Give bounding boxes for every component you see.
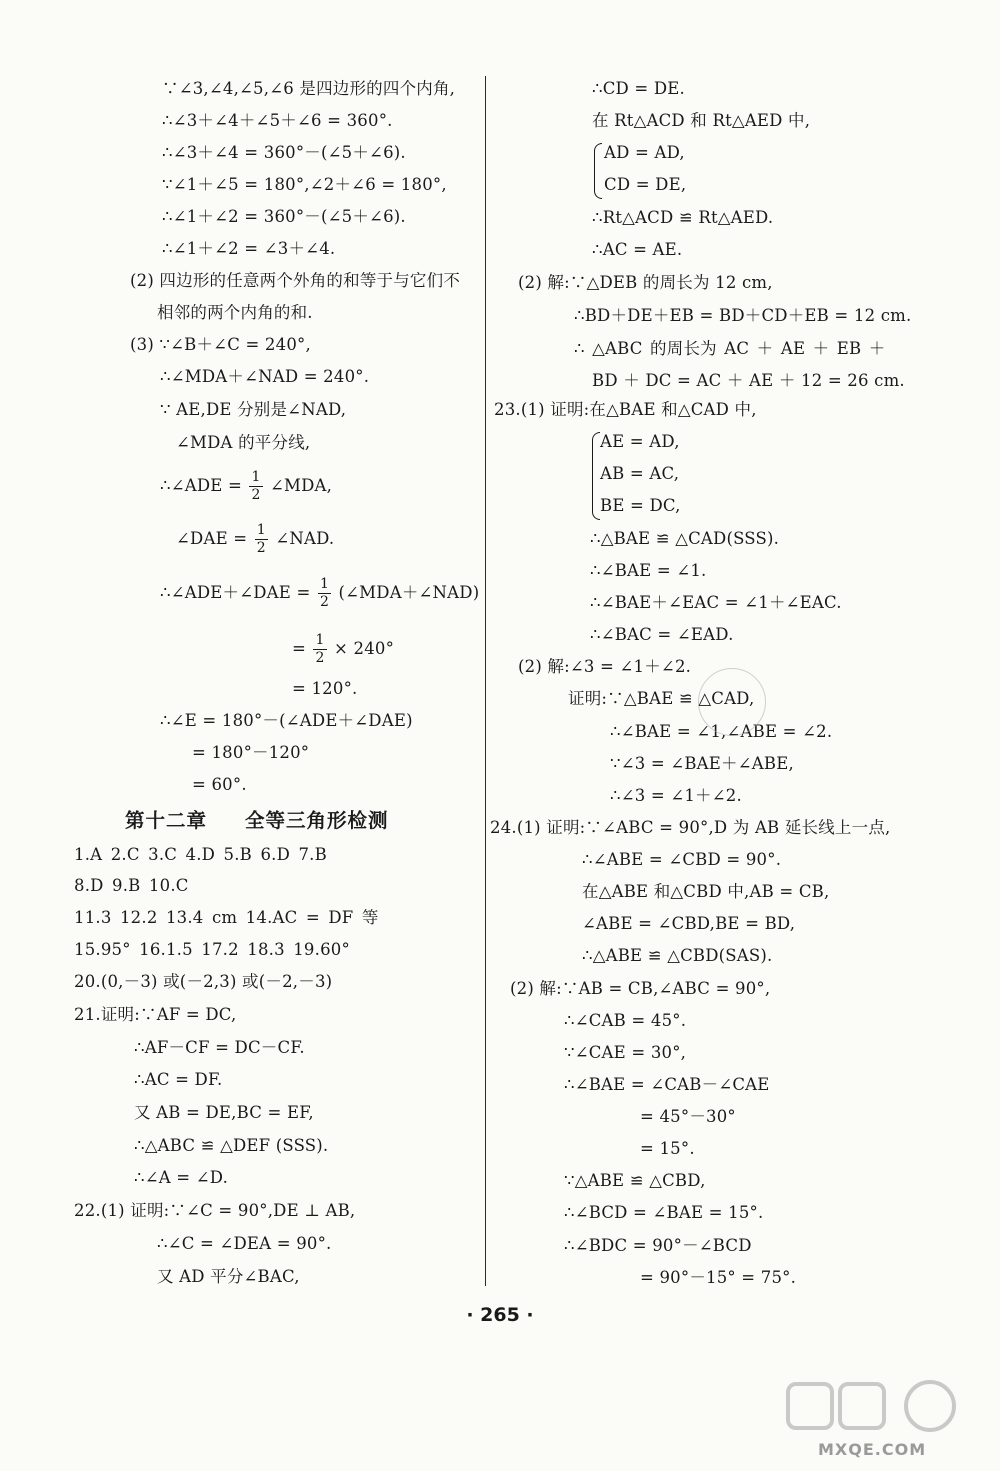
chapter-number: 第十二章 [125,809,208,832]
text-line: ∵∠3,∠4,∠5,∠6 是四边形的四个内角, [162,79,456,98]
brace [594,143,602,199]
text-line: (2) 解:∵AB = CB,∠ABC = 90°, [510,979,771,998]
text-line: = 45°－30° [640,1107,736,1126]
watermark-text: MXQE.COM [818,1440,927,1459]
text-line: = 120°. [292,679,358,698]
text-line: 23.(1) 证明:在△BAE 和△CAD 中, [494,400,757,419]
fraction [313,632,326,667]
text-line: ∴∠1＋∠2 = ∠3＋∠4. [162,239,336,258]
text-line: ∴Rt△ACD ≌ Rt△AED. [592,208,774,227]
text-line: 又 AB = DE,BC = EF, [134,1103,314,1122]
text-line: ∴∠BDC = 90°－∠BCD [564,1236,752,1255]
text-line: ∴∠BAC = ∠EAD. [590,625,734,644]
text-line: ∵ AE,DE 分别是∠NAD, [160,400,347,419]
math-line [292,632,394,667]
text-line: 24.(1) 证明:∵∠ABC = 90°,D 为 AB 延长线上一点, [490,818,891,837]
math-text: ∴∠ADE = [160,476,242,495]
text-line: 证明:∵△BAE ≌ △CAD, [568,689,755,708]
text-line: = 180°－120° [192,743,310,762]
text-line: 又 AD 平分∠BAC, [157,1267,300,1286]
text-line: ∴∠ABE = ∠CBD = 90°. [582,850,782,869]
text-line: BE = DC, [600,496,681,515]
text-line: 相邻的两个内角的和. [157,303,313,322]
text-line: ∴AC = AE. [592,240,683,259]
fraction [255,522,268,557]
fraction-denominator: 2 [315,650,325,666]
text-line: ∴BD＋DE＋EB = BD＋CD＋EB = 12 cm. [574,306,912,325]
math-line [160,576,479,611]
text-line: ∵∠3 = ∠BAE＋∠ABE, [610,754,794,773]
text-line: ∴∠BCD = ∠BAE = 15°. [564,1203,764,1222]
math-text: ∠NAD. [275,529,335,548]
text-line: 21.证明:∵AF = DC, [74,1005,237,1024]
text-line: ∴∠A = ∠D. [134,1168,229,1187]
text-line: ∴△ABE ≌ △CBD(SAS). [582,946,773,965]
text-line: ∴△ABC ≌ △DEF (SSS). [134,1136,329,1155]
text-line: ∴△BAE ≌ △CAD(SSS). [590,529,780,548]
text-line: ∴ △ABC 的周长为 AC ＋ AE ＋ EB ＋ [574,339,886,358]
answer-row: 20.(0,－3) 或(－2,3) 或(－2,－3) [74,972,333,991]
text-line: = 15°. [640,1139,695,1158]
text-line: ∵∠1＋∠5 = 180°,∠2＋∠6 = 180°, [162,175,447,194]
math-text: × 240° [334,639,395,658]
brace [592,432,600,520]
fraction-numerator: 1 [256,522,266,538]
answer-row: 15.95° 16.1.5 17.2 18.3 19.60° [74,940,350,959]
text-line: ∴∠BAE = ∠CAB－∠CAE [564,1075,770,1094]
text-line: = 90°－15° = 75°. [640,1268,797,1287]
text-line: ∴∠3 = ∠1＋∠2. [610,786,742,805]
chapter-heading [125,806,389,836]
text-line: ∴∠E = 180°－(∠ADE＋∠DAE) [160,711,413,730]
text-line: (2) 解:∵△DEB 的周长为 12 cm, [518,273,773,292]
text-line: ∴CD = DE. [592,79,685,98]
text-line: 在△ABE 和△CBD 中,AB = CB, [582,882,830,901]
text-line: AE = AD, [600,432,680,451]
fraction-numerator: 1 [315,632,325,648]
text-line: CD = DE, [604,175,687,194]
text-line: AB = AC, [600,464,680,483]
text-line: ∠MDA 的平分线, [176,433,311,452]
chapter-title: 全等三角形检测 [245,809,389,832]
fraction-denominator: 2 [256,540,266,556]
math-text: ∴∠ADE＋∠DAE = [160,583,311,602]
math-text: ∠DAE = [176,529,248,548]
text-line: ∵∠CAE = 30°, [564,1043,687,1062]
answer-row: 11.3 12.2 13.4 cm 14.AC = DF 等 [74,908,379,927]
fraction [249,469,262,504]
fraction-denominator: 2 [319,594,330,610]
text-line: = 60°. [192,775,247,794]
text-line: 在 Rt△ACD 和 Rt△AED 中, [592,111,811,130]
text-line: ∴∠CAB = 45°. [564,1011,687,1030]
answer-row: 8.D 9.B 10.C [74,876,189,895]
math-line [160,469,332,504]
text-line: ∴AF－CF = DC－CF. [134,1038,305,1057]
text-line: ∴∠C = ∠DEA = 90°. [157,1234,332,1253]
math-text: (∠MDA＋∠NAD) [338,583,480,602]
text-line: ∠ABE = ∠CBD,BE = BD, [582,914,796,933]
text-line: ∴∠MDA＋∠NAD = 240°. [160,367,370,386]
text-line: (3) ∵∠B＋∠C = 240°, [130,335,311,354]
text-line: ∴∠BAE＋∠EAC = ∠1＋∠EAC. [590,593,842,612]
text-line: ∴∠1＋∠2 = 360°－(∠5＋∠6). [162,207,406,226]
text-line: AD = AD, [604,143,685,162]
text-line: ∴∠BAE = ∠1. [590,561,707,580]
text-line: BD ＋ DC = AC ＋ AE ＋ 12 = 26 cm. [592,371,905,390]
page-number: · 265 · [466,1304,534,1326]
text-line: ∴AC = DF. [134,1070,223,1089]
fraction [318,576,331,611]
math-text: = [292,639,307,658]
fraction-numerator: 1 [251,469,261,485]
column-divider [485,76,486,1286]
text-line: ∴∠3＋∠4＋∠5＋∠6 = 360°. [162,111,393,130]
fraction-denominator: 2 [251,487,261,503]
text-line: ∴∠3＋∠4 = 360°－(∠5＋∠6). [162,143,406,162]
text-line: (2) 四边形的任意两个外角的和等于与它们不 [130,271,461,290]
math-text: ∠MDA, [270,476,333,495]
math-line [176,522,334,557]
text-line: 22.(1) 证明:∵∠C = 90°,DE ⊥ AB, [74,1201,356,1220]
text-line: (2) 解:∠3 = ∠1＋∠2. [518,657,692,676]
fraction-numerator: 1 [319,576,330,592]
stamp-icon [698,668,766,736]
text-line: ∵△ABE ≌ △CBD, [564,1171,706,1190]
text-line: ∴∠BAE = ∠1,∠ABE = ∠2. [610,722,833,741]
answer-row: 1.A 2.C 3.C 4.D 5.B 6.D 7.B [74,845,327,864]
